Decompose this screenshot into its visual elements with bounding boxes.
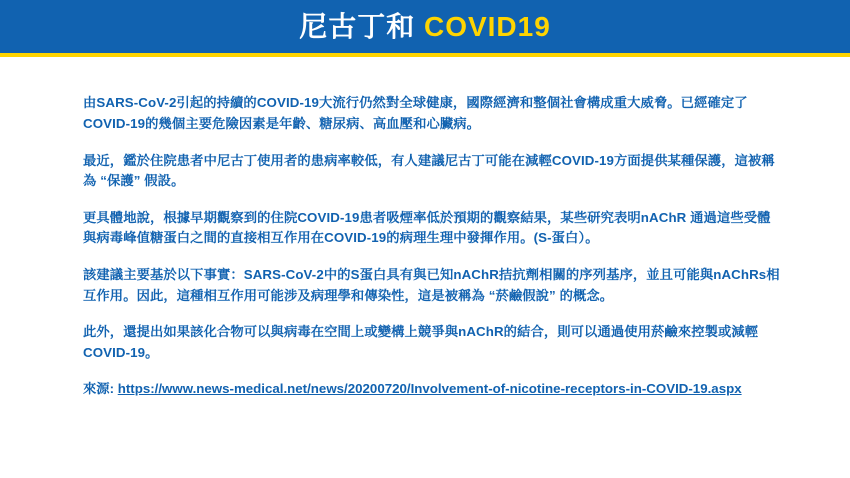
title-bar [0, 0, 850, 53]
title-underline-divider [0, 53, 850, 57]
page-title-accent: COVID19 [423, 10, 551, 42]
body-paragraph-2: 最近，鑑於住院患者中尼古丁使用者的患病率較低，有人建議尼古丁可能在減輕COVID-19方面提供某種保護，這被稱為 “保護” 假設。 [83, 152, 775, 189]
body-paragraph-4: 該建議主要基於以下事實：SARS-CoV-2中的S蛋白具有與已知nAChR拮抗劑相關的序列基序，並且可能與nAChRs相互作用。因此，這種相互作用可能涉及病理學和傳染性，這是被稱為 “菸鹼假說” 的概念。 [83, 266, 780, 303]
page-title-prefix: 尼古丁和 [299, 10, 424, 42]
bottom-strip [0, 472, 850, 478]
slide-body [83, 80, 783, 413]
source-link[interactable]: https://www.news-medical.net/news/20200720/Involvement-of-nicotine-receptors-in-COVID-19.aspx [117, 381, 742, 397]
body-paragraph-5: 此外，還提出如果該化合物可以與病毒在空間上或變構上競爭與nAChR的結合，則可以通過使用菸鹼來控製或減輕COVID-19。 [83, 324, 759, 360]
page-title [299, 10, 551, 42]
source-label: 來源: [83, 381, 118, 397]
body-paragraph-1: 由SARS-CoV-2引起的持續的COVID-19大流行仍然對全球健康，國際經濟和整個社會構成重大威脅。已經確定了COVID-19的幾個主要危險因素是年齡、糖尿病、高血壓和心臟病。 [83, 95, 748, 131]
source-line [83, 379, 783, 400]
body-paragraph-3: 更具體地說，根據早期觀察到的住院COVID-19患者吸煙率低於預期的觀察結果，某些研究表明nAChR 通過這些受體與病毒峰值糖蛋白之間的直接相互作用在COVID-19的病理生理中發揮作用。(S-蛋白）。 [83, 209, 771, 246]
